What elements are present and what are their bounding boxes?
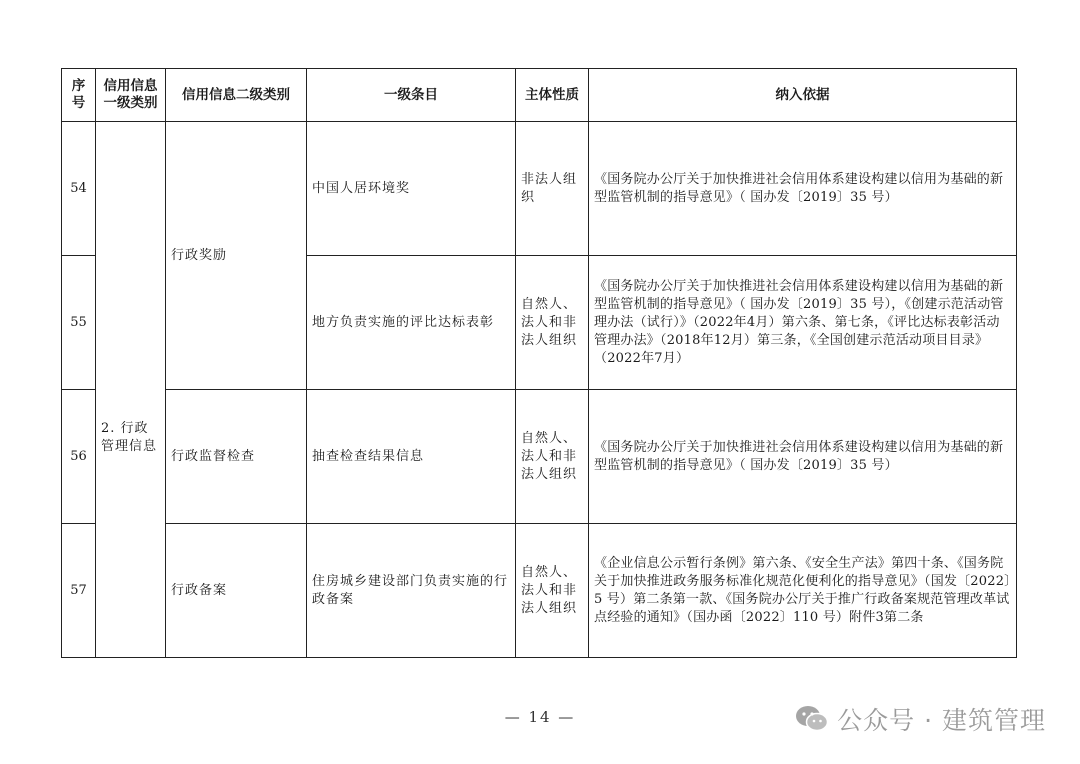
- category-level1-label: 2. 行政管理信息: [101, 420, 158, 454]
- credit-info-table: [61, 68, 1017, 658]
- watermark: [795, 702, 1046, 736]
- row-seq: 56: [62, 390, 96, 524]
- header-seq: 序 号: [62, 69, 96, 122]
- page-number: — 14 —: [504, 708, 576, 726]
- row-seq: 55: [62, 256, 96, 390]
- row-seq: 54: [62, 122, 96, 256]
- category-level1-cell: [96, 122, 166, 658]
- table-row: [62, 122, 1017, 256]
- row-seq: 57: [62, 524, 96, 658]
- table-header-row: [62, 69, 1017, 122]
- category-level2-cell: 行政备案: [166, 524, 307, 658]
- header-inclusion-basis: 纳入依据: [589, 69, 1017, 122]
- basis-text: 《国务院办公厅关于加快推进社会信用体系建设构建以信用为基础的新型监管机制的指导意见》（ 国办发〔2019〕35 号）: [594, 171, 1004, 205]
- subject-cell: 自然人、法人和非法人组织: [516, 524, 589, 658]
- watermark-text: 公众号 · 建筑管理: [837, 706, 1046, 735]
- header-subject-nature: 主体性质: [516, 69, 589, 122]
- basis-cell: [589, 122, 1017, 256]
- header-category-level2: 信用信息二级类别: [166, 69, 307, 122]
- header-item-level1: 一级条目: [307, 69, 516, 122]
- basis-text: 《国务院办公厅关于加快推进社会信用体系建设构建以信用为基础的新型监管机制的指导意见》（ 国办发〔2019〕35 号）: [594, 439, 1004, 473]
- header-category-level1: 信用信息 一级类别: [96, 69, 166, 122]
- wechat-icon: [795, 705, 829, 733]
- table-row: [62, 524, 1017, 658]
- item-cell: 抽查检查结果信息: [307, 390, 516, 524]
- basis-cell: [589, 390, 1017, 524]
- item-cell: 住房城乡建设部门负责实施的行政备案: [307, 524, 516, 658]
- subject-cell: 非法人组织: [516, 122, 589, 256]
- subject-cell: 自然人、法人和非法人组织: [516, 256, 589, 390]
- item-cell: 地方负责实施的评比达标表彰: [307, 256, 516, 390]
- table-row: [62, 390, 1017, 524]
- basis-cell: [589, 256, 1017, 390]
- item-cell: 中国人居环境奖: [307, 122, 516, 256]
- category-level2-cell: 行政奖励: [166, 122, 307, 390]
- basis-cell: [589, 524, 1017, 658]
- basis-text: 《企业信息公示暂行条例》第六条、《安全生产法》第四十条、《国务院关于加快推进政务服务标准化规范化便利化的指导意见》（国发〔2022〕5 号）第二条第一款、《国务院办公厅关于推广行政备案规范管理改革试点经验的通知》（国办函〔2022〕110 号）附件3第二条: [594, 555, 1011, 625]
- category-level2-cell: 行政监督检查: [166, 390, 307, 524]
- subject-cell: 自然人、法人和非法人组织: [516, 390, 589, 524]
- basis-text: 《国务院办公厅关于加快推进社会信用体系建设构建以信用为基础的新型监管机制的指导意见》（ 国办发〔2019〕35 号），《创建示范活动管理办法（试行）》（2022年4月）第六条、第七条，《评比达标表彰活动管理办法》（2018年12月）第三条，《全国创建示范活动项目目录》（2022年7月）: [594, 278, 1004, 366]
